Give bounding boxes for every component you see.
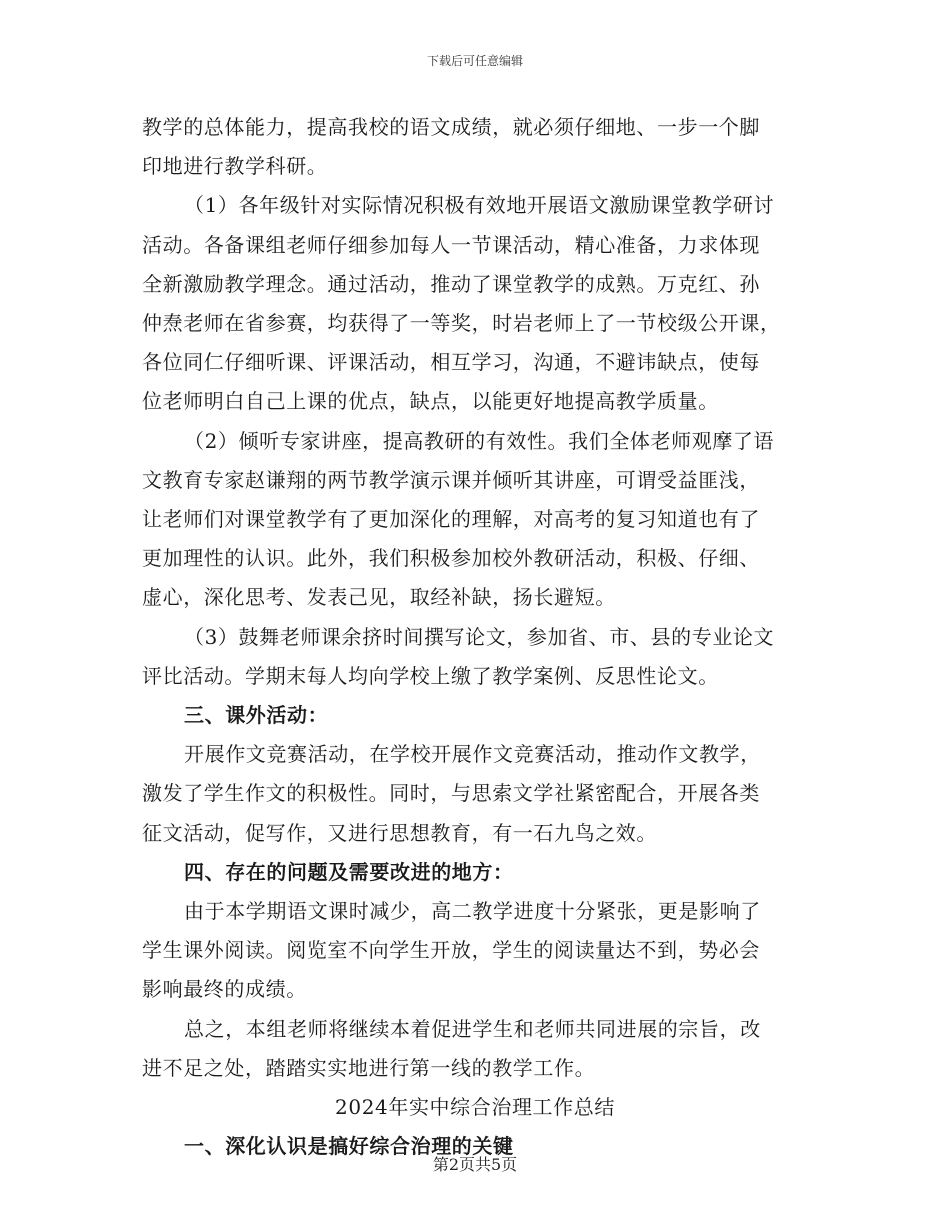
paragraph-line: 影响最终的成绩。	[142, 977, 307, 1002]
paragraph-line: 激发了学生作文的积极性。同时，与思索文学社紧密配合，开展各类	[142, 781, 760, 806]
paragraph-line: （1）各年级针对实际情况积极有效地开展语文激励课堂教学研讨	[184, 193, 775, 218]
paragraph-line: 位老师明白自己上课的优点，缺点，以能更好地提高教学质量。	[142, 389, 719, 414]
paragraph-line: 全新激励教学理念。通过活动，推动了课堂教学的成熟。万克红、孙	[142, 271, 760, 296]
paragraph-line: 总之，本组老师将继续本着促进学生和老师共同进展的宗旨，改	[184, 1016, 761, 1041]
page-number: 第2页共5页	[432, 1155, 518, 1174]
document-body	[142, 108, 808, 1166]
paragraph-line: 文教育专家赵谦翔的两节教学演示课并倾听其讲座，可谓受益匪浅，	[142, 467, 760, 492]
paragraph-line: 更加理性的认识。此外，我们积极参加校外教研活动，积极、仔细、	[142, 546, 760, 571]
section-heading: 一、深化认识是搞好综合治理的关键	[184, 1134, 514, 1159]
paragraph-line: 进不足之处，踏踏实实地进行第一线的教学工作。	[142, 1055, 596, 1080]
paragraph-line: 教学的总体能力，提高我校的语文成绩，就必须仔细地、一步一个脚	[142, 115, 760, 139]
paragraph-line: 评比活动。学期末每人均向学校上缴了教学案例、反思性论文。	[142, 663, 719, 688]
paragraph-line: （3）鼓舞老师课余挤时间撰写论文，参加省、市、县的专业论文	[184, 624, 775, 649]
paragraph-line: 印地进行教学科研。	[142, 154, 328, 179]
section-heading: 四、存在的问题及需要改进的地方：	[184, 859, 514, 884]
paragraph-line: 由于本学期语文课时减少，高二教学进度十分紧张，更是影响了	[184, 899, 761, 924]
page-header: 下载后可任意编辑	[426, 54, 523, 68]
paragraph-line: 虚心，深化思考、发表己见，取经补缺，扬长避短。	[142, 585, 616, 610]
paragraph-line: 学生课外阅读。阅览室不向学生开放，学生的阅读量达不到，势必会	[142, 938, 760, 963]
paragraph-line: 征文活动，促写作，又进行思想教育，有一石九鸟之效。	[142, 820, 657, 845]
paragraph-line: 开展作文竞赛活动，在学校开展作文竞赛活动，推动作文教学，	[184, 742, 761, 767]
document-title: 2024年实中综合治理工作总结	[335, 1095, 615, 1120]
paragraph-line: 让老师们对课堂教学有了更加深化的理解，对高考的复习知道也有了	[142, 507, 760, 532]
paragraph-line: （2）倾听专家讲座，提高教研的有效性。我们全体老师观摩了语	[184, 428, 775, 453]
paragraph-line: 仲焘老师在省参赛，均获得了一等奖，时岩老师上了一节校级公开课，	[142, 311, 781, 336]
section-heading: 三、课外活动：	[184, 703, 329, 728]
paragraph-line: 各位同仁仔细听课、评课活动，相互学习，沟通，不避讳缺点，使每	[142, 350, 760, 375]
paragraph-line: 活动。各备课组老师仔细参加每人一节课活动，精心准备，力求体现	[142, 232, 760, 257]
